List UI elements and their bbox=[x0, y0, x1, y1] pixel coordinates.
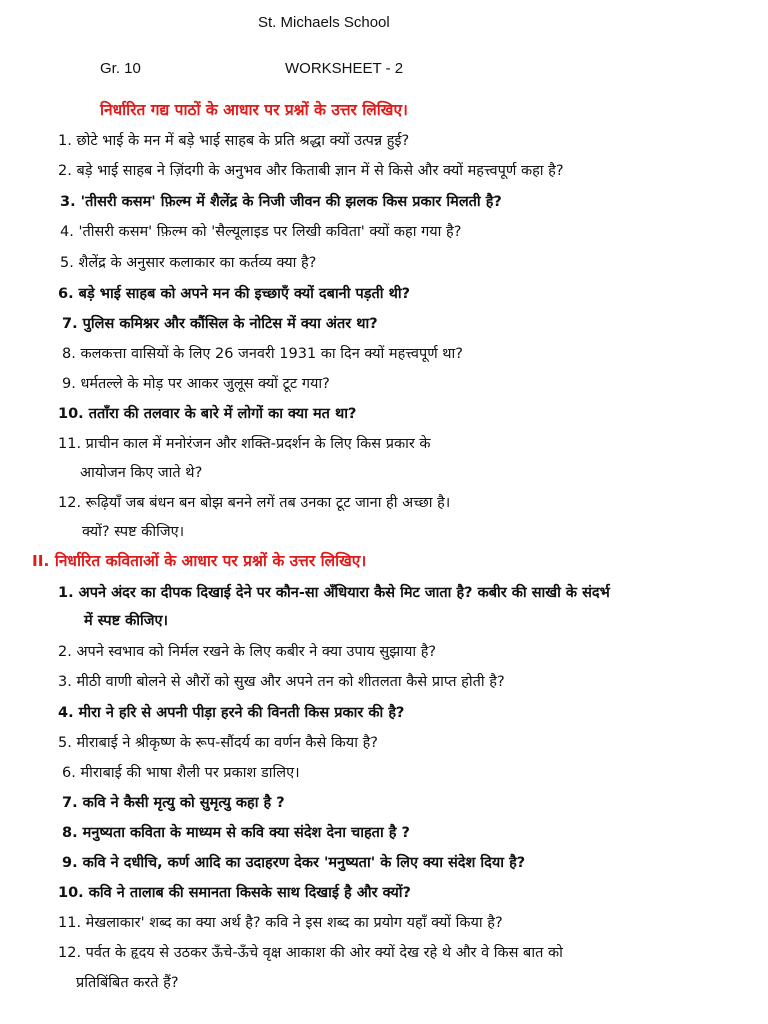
school-name: St. Michaels School bbox=[258, 14, 390, 31]
question-1-5 bbox=[60, 252, 316, 272]
question-2-3 bbox=[58, 671, 505, 691]
question-text: मीरा ने हरि से अपनी पीड़ा हरने की विनती किस प्रकार की है? bbox=[78, 705, 405, 721]
grade-label: Gr. 10 bbox=[100, 60, 141, 77]
question-text: कलकत्ता वासियों के लिए 26 जनवरी 1931 का दिन क्यों महत्त्वपूर्ण था? bbox=[80, 346, 464, 362]
question-1-12 bbox=[58, 492, 450, 512]
question-1-2 bbox=[58, 160, 564, 180]
question-1-11-continuation: आयोजन किए जाते थे? bbox=[80, 465, 203, 481]
question-text: प्राचीन काल में मनोरंजन और शक्ति-प्रदर्शन के लिए किस प्रकार के bbox=[85, 436, 431, 452]
question-number: 11. bbox=[58, 915, 82, 931]
question-number: 6. bbox=[62, 765, 76, 781]
question-2-10 bbox=[58, 882, 411, 902]
question-number: 1. bbox=[58, 585, 74, 601]
question-1-1 bbox=[58, 130, 409, 150]
question-text: शैलेंद्र के अनुसार कलाकार का कर्तव्य क्या है? bbox=[78, 255, 317, 271]
question-text: मेखलाकार' शब्द का क्या अर्थ है? कवि ने इस शब्द का प्रयोग यहाँ क्यों किया है? bbox=[85, 915, 503, 931]
question-number: 4. bbox=[58, 705, 74, 721]
question-number: 2. bbox=[58, 163, 72, 179]
question-1-7 bbox=[62, 313, 378, 333]
question-text: बड़े भाई साहब को अपने मन की इच्छाएँ क्यों दबानी पड़ती थी? bbox=[78, 286, 411, 302]
question-1-12-continuation: क्यों? स्पष्ट कीजिए। bbox=[82, 524, 185, 540]
question-2-2 bbox=[58, 641, 436, 661]
question-text: अपने स्वभाव को निर्मल रखने के लिए कबीर ने क्या उपाय सुझाया है? bbox=[76, 644, 437, 660]
question-2-12-continuation: प्रतिबिंबित करते हैं? bbox=[76, 975, 179, 991]
question-2-9 bbox=[62, 852, 525, 872]
question-2-4 bbox=[58, 702, 404, 722]
question-text: मीराबाई ने श्रीकृष्ण के रूप-सौंदर्य का वर्णन कैसे किया है? bbox=[76, 735, 378, 751]
question-text: पुलिस कमिश्नर और कौंसिल के नोटिस में क्या अंतर था? bbox=[82, 316, 378, 332]
question-text: कवि ने दधीचि, कर्ण आदि का उदाहरण देकर 'मनुष्यता' के लिए क्या संदेश दिया है? bbox=[82, 855, 526, 871]
question-1-10 bbox=[58, 403, 356, 423]
question-number: 5. bbox=[60, 255, 74, 271]
question-number: 8. bbox=[62, 346, 76, 362]
question-number: 12. bbox=[58, 945, 82, 961]
question-text: धर्मतल्ले के मोड़ पर आकर जुलूस क्यों टूट गया? bbox=[80, 376, 330, 392]
question-2-11 bbox=[58, 912, 503, 932]
question-2-1 bbox=[58, 582, 610, 602]
question-text: रूढ़ियाँ जब बंधन बन बोझ बनने लगें तब उनका टूट जाना ही अच्छा है। bbox=[85, 495, 451, 511]
question-number: 3. bbox=[60, 194, 76, 210]
question-number: 10. bbox=[58, 406, 84, 422]
question-text: तताँरा की तलवार के बारे में लोगों का क्या मत था? bbox=[88, 406, 357, 422]
question-2-6 bbox=[62, 762, 300, 782]
question-text: अपने अंदर का दीपक दिखाई देने पर कौन-सा अँधियारा कैसे मिट जाता है? कबीर की साखी के संदर्भ bbox=[78, 585, 610, 601]
question-text: 'तीसरी कसम' फ़िल्म में शैलेंद्र के निजी जीवन की झलक किस प्रकार मिलती है? bbox=[80, 194, 502, 210]
question-text: कवि ने कैसी मृत्यु को सुमृत्यु कहा है ? bbox=[82, 795, 285, 811]
question-number: 9. bbox=[62, 376, 76, 392]
question-1-11 bbox=[58, 433, 431, 453]
question-number: 3. bbox=[58, 674, 72, 690]
question-number: 7. bbox=[62, 795, 78, 811]
question-text: 'तीसरी कसम' फ़िल्म को 'सैल्यूलाइड पर लिखी कविता' क्यों कहा गया है? bbox=[78, 224, 462, 240]
question-1-4 bbox=[60, 221, 461, 241]
question-1-3 bbox=[60, 191, 502, 211]
question-number: 10. bbox=[58, 885, 84, 901]
question-number: 2. bbox=[58, 644, 72, 660]
question-2-1-continuation: में स्पष्ट कीजिए। bbox=[84, 613, 169, 629]
question-number: 4. bbox=[60, 224, 74, 240]
section-1-heading: निर्धारित गद्य पाठों के आधार पर प्रश्नों के उत्तर लिखिए। bbox=[100, 101, 408, 119]
question-text: मीराबाई की भाषा शैली पर प्रकाश डालिए। bbox=[80, 765, 300, 781]
question-text: मीठी वाणी बोलने से औरों को सुख और अपने तन को शीतलता कैसे प्राप्त होती है? bbox=[76, 674, 505, 690]
worksheet-title: WORKSHEET - 2 bbox=[285, 60, 404, 77]
question-text: छोटे भाई के मन में बड़े भाई साहब के प्रति श्रद्धा क्यों उत्पन्न हुई? bbox=[76, 133, 410, 149]
question-number: 9. bbox=[62, 855, 78, 871]
question-number: 7. bbox=[62, 316, 78, 332]
question-number: 8. bbox=[62, 825, 78, 841]
question-2-5 bbox=[58, 732, 378, 752]
question-number: 12. bbox=[58, 495, 82, 511]
question-number: 11. bbox=[58, 436, 82, 452]
question-text: कवि ने तालाब की समानता किसके साथ दिखाई है और क्यों? bbox=[88, 885, 411, 901]
question-1-9 bbox=[62, 373, 330, 393]
question-number: 5. bbox=[58, 735, 72, 751]
question-1-6 bbox=[58, 283, 410, 303]
question-1-8 bbox=[62, 343, 463, 363]
question-number: 6. bbox=[58, 286, 74, 302]
question-text: बड़े भाई साहब ने ज़िंदगी के अनुभव और किताबी ज्ञान में से किसे और क्यों महत्त्वपूर्ण कहा है? bbox=[76, 163, 564, 179]
question-2-8 bbox=[62, 822, 410, 842]
question-text: मनुष्यता कविता के माध्यम से कवि क्या संदेश देना चाहता है ? bbox=[82, 825, 410, 841]
question-2-12 bbox=[58, 942, 563, 962]
section-2-heading: II. निर्धारित कविताओं के आधार पर प्रश्नों के उत्तर लिखिए। bbox=[32, 552, 367, 570]
question-2-7 bbox=[62, 792, 285, 812]
question-text: पर्वत के हृदय से उठकर ऊँचे-ऊँचे वृक्ष आकाश की ओर क्यों देख रहे थे और वे किस बात को bbox=[85, 945, 563, 961]
question-number: 1. bbox=[58, 133, 72, 149]
